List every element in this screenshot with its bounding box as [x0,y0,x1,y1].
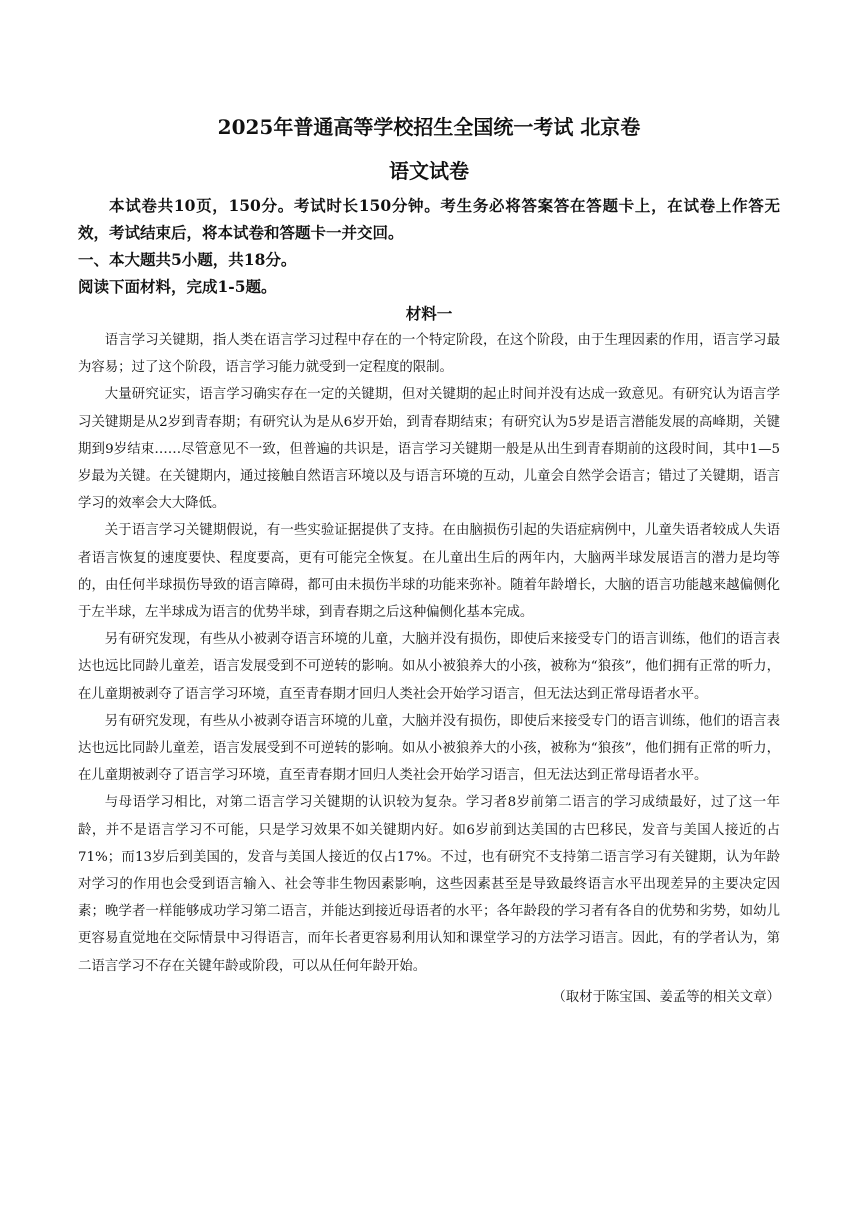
material-paragraph-2: 大量研究证实，语言学习确实存在一定的关键期，但对关键期的起止时间并没有达成一致意见。有研究认为语言学习关键期是从2岁到青春期；有研究认为是从6岁开始，到青春期结束；有研究认为5岁是语言潜能发展的高峰期，关键期到9岁结束……尽管意见不一致，但普遍的共识是，语言学习关键期一般是从出生到青春期前的这段时间，其中1—5岁最为关键。在关键期内，通过接触自然语言环境以及与语言环境的互动，儿童会自然学会语言；错过了关键期，语言学习的效率会大大降低。 [78,387,780,512]
material-title: 材料一 [405,304,453,323]
material-source: （取材于陈宝国、姜孟等的相关文章） [552,989,780,1005]
exam-subject: 语文试卷 [389,159,469,183]
material-paragraph-4: 另有研究发现，有些从小被剥夺语言环境的儿童，大脑并没有损伤，即使后来接受专门的语言训练，他们的语言表达也远比同龄儿童差，语言发展受到不可逆转的影响。如从小被狼养大的小孩，被称为“狼孩”，他们拥有正常的听力，在儿童期被剥夺了语言学习环境，直至青春期才回归人类社会开始学习语言，但无法达到正常母语者水平。 [78,632,780,702]
material-paragraph-3: 关于语言学习关键期假说，有一些实验证据提供了支持。在由脑损伤引起的失语症病例中，儿童失语者较成人失语者语言恢复的速度要快、程度要高，更有可能完全恢复。在儿童出生后的两年内，大脑两半球发展语言的潜力是均等的，由任何半球损伤导致的语言障碍，都可由未损伤半球的功能来弥补。随着年龄增长，大脑的语言功能越来越偏侧化于左半球，左半球成为语言的优势半球，到青春期之后这种偏侧化基本完成。 [78,523,780,621]
exam-instructions: 本试卷共10页，150分。考试时长150分钟。考生务必将答案答在答题卡上，在试卷上作答无效，考试结束后，将本试卷和答题卡一并交回。 [78,196,780,242]
section-heading: 一、本大题共5小题，共18分。 [78,250,297,269]
material-paragraph-5: 另有研究发现，有些从小被剥夺语言环境的儿童，大脑并没有损伤，即使后来接受专门的语言训练，他们的语言表达也远比同龄儿童差，语言发展受到不可逆转的影响。如从小被狼养大的小孩，被称为“狼孩”，他们拥有正常的听力，在儿童期被剥夺了语言学习环境，直至青春期才回归人类社会开始学习语言，但无法达到正常母语者水平。 [78,713,780,784]
material-paragraph-1: 语言学习关键期，指人类在语言学习过程中存在的一个特定阶段，在这个阶段，由于生理因素的作用，语言学习最为容易；过了这个阶段，语言学习能力就受到一定程度的限制。 [78,333,780,376]
section-task: 阅读下面材料，完成1-5题。 [78,277,277,296]
exam-page [78,112,780,1011]
exam-title: 2025年普通高等学校招生全国统一考试 北京卷 [217,115,641,139]
material-paragraph-6: 与母语学习相比，对第二语言学习关键期的认识较为复杂。学习者8岁前第二语言的学习成绩最好，过了这一年龄，并不是语言学习不可能，只是学习效果不如关键期内好。如6岁前到达美国的古巴移民，发音与美国人接近的占71%；而13岁后到美国的，发音与美国人接近的仅占17%。不过，也有研究不支持第二语言学习有关键期，认为年龄对学习的作用也会受到语言输入、社会等非生物因素影响，这些因素甚至是导致最终语言水平出现差异的主要决定因素；晚学者一样能够成功学习第二语言，并能达到接近母语者的水平；各年龄段的学习者有各自的优势和劣势，如幼儿更容易直觉地在交际情景中习得语言，而年长者更容易利用认知和课堂学习的方法学习语言。因此，有的学者认为，第二语言学习不存在关键年龄或阶段，可以从任何年龄开始。 [78,795,780,974]
